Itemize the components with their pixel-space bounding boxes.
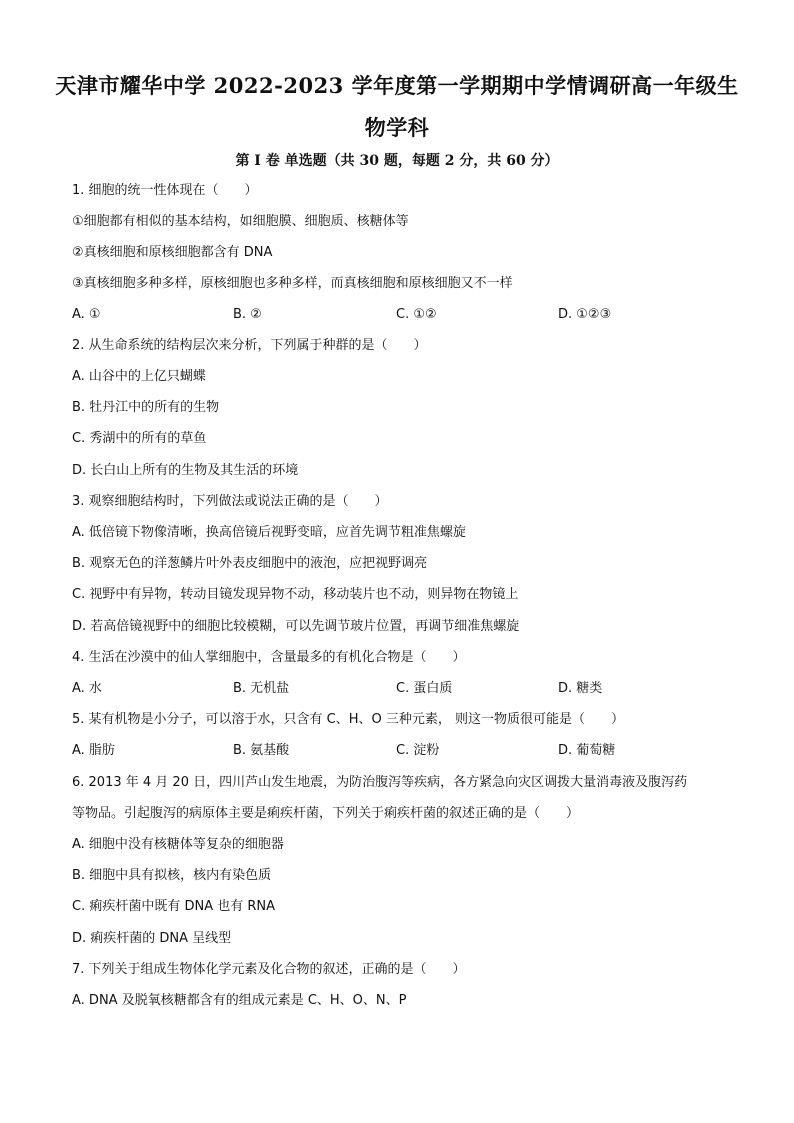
exam-title-line-1: 天津市耀华中学 2022-2023 学年度第一学期期中学情调研高一年级生 (55, 73, 739, 98)
question-2-option-b: B. 牡丹江中的所有的生物 (72, 400, 220, 415)
question-6-stem-line-2: 等物品。引起腹泻的病原体主要是痢疾杆菌，下列关于痢疾杆菌的叙述正确的是（ ） (72, 806, 580, 821)
question-5-option-c: C. 淀粉 (396, 743, 440, 758)
question-4-option-d: D. 糖类 (558, 681, 603, 696)
question-4-options (72, 681, 732, 697)
question-2-stem: 2. 从生命系统的结构层次来分析，下列属于种群的是（ ） (72, 338, 427, 353)
question-2-option-c: C. 秀湖中的所有的草鱼 (72, 431, 207, 446)
question-7-stem: 7. 下列关于组成生物体化学元素及化合物的叙述，正确的是（ ） (72, 962, 466, 977)
question-3-option-c: C. 视野中有异物，转动目镜发现异物不动，移动装片也不动，则异物在物镜上 (72, 587, 519, 602)
question-1-option-a: A. ① (72, 307, 101, 322)
question-5-stem: 5. 某有机物是小分子，可以溶于水，只含有 C、H、O 三种元素， 则这一物质很可能是（ ） (72, 712, 625, 727)
question-5-options (72, 743, 732, 759)
question-7-option-a: A. DNA 及脱氧核糖都含有的组成元素是 C、H、O、N、P (72, 993, 407, 1008)
question-4-option-b: B. 无机盐 (233, 681, 290, 696)
question-3-option-d: D. 若高倍镜视野中的细胞比较模糊，可以先调节玻片位置，再调节细准焦螺旋 (72, 619, 520, 634)
exam-title-line-2: 物学科 (364, 115, 430, 140)
question-4-option-a: A. 水 (72, 681, 102, 696)
question-4-stem: 4. 生活在沙漠中的仙人掌细胞中，含量最多的有机化合物是（ ） (72, 650, 466, 665)
section-heading: 第 I 卷 单选题（共 30 题，每题 2 分，共 60 分） (235, 153, 559, 169)
question-1-statement-1: ①细胞都有相似的基本结构，如细胞膜、细胞质、核糖体等 (72, 214, 409, 229)
question-5-option-a: A. 脂肪 (72, 743, 115, 758)
question-1-stem: 1. 细胞的统一性体现在（ ） (72, 183, 258, 198)
question-3-option-a: A. 低倍镜下物像清晰，换高倍镜后视野变暗，应首先调节粗准焦螺旋 (72, 525, 466, 540)
question-4-option-c: C. 蛋白质 (396, 681, 453, 696)
question-1-statement-2: ②真核细胞和原核细胞都含有 DNA (72, 245, 273, 260)
question-6-option-c: C. 痢疾杆菌中既有 DNA 也有 RNA (72, 899, 276, 914)
question-6-option-d: D. 痢疾杆菌的 DNA 呈线型 (72, 931, 232, 946)
question-3-stem: 3. 观察细胞结构时，下列做法或说法正确的是（ ） (72, 494, 388, 509)
question-6-option-a: A. 细胞中没有核糖体等复杂的细胞器 (72, 837, 284, 852)
question-5-option-b: B. 氨基酸 (233, 743, 290, 758)
question-2-option-d: D. 长白山上所有的生物及其生活的环境 (72, 463, 299, 478)
question-1-option-c: C. ①② (396, 307, 437, 322)
question-5-option-d: D. 葡萄糖 (558, 743, 616, 758)
question-6-option-b: B. 细胞中具有拟核，核内有染色质 (72, 868, 272, 883)
question-6-stem-line-1: 6. 2013 年 4 月 20 日，四川芦山发生地震，为防治腹泻等疾病，各方紧急向灾区调拨大量消毒液及腹泻药 (72, 775, 688, 790)
question-1-option-d: D. ①②③ (558, 307, 612, 322)
question-1-option-b: B. ② (233, 307, 262, 322)
question-3-option-b: B. 观察无色的洋葱鳞片叶外表皮细胞中的液泡，应把视野调亮 (72, 556, 428, 571)
question-2-option-a: A. 山谷中的上亿只蝴蝶 (72, 369, 206, 384)
question-1-statement-3: ③真核细胞多种多样，原核细胞也多种多样，而真核细胞和原核细胞又不一样 (72, 276, 513, 291)
question-1-options (72, 307, 732, 323)
